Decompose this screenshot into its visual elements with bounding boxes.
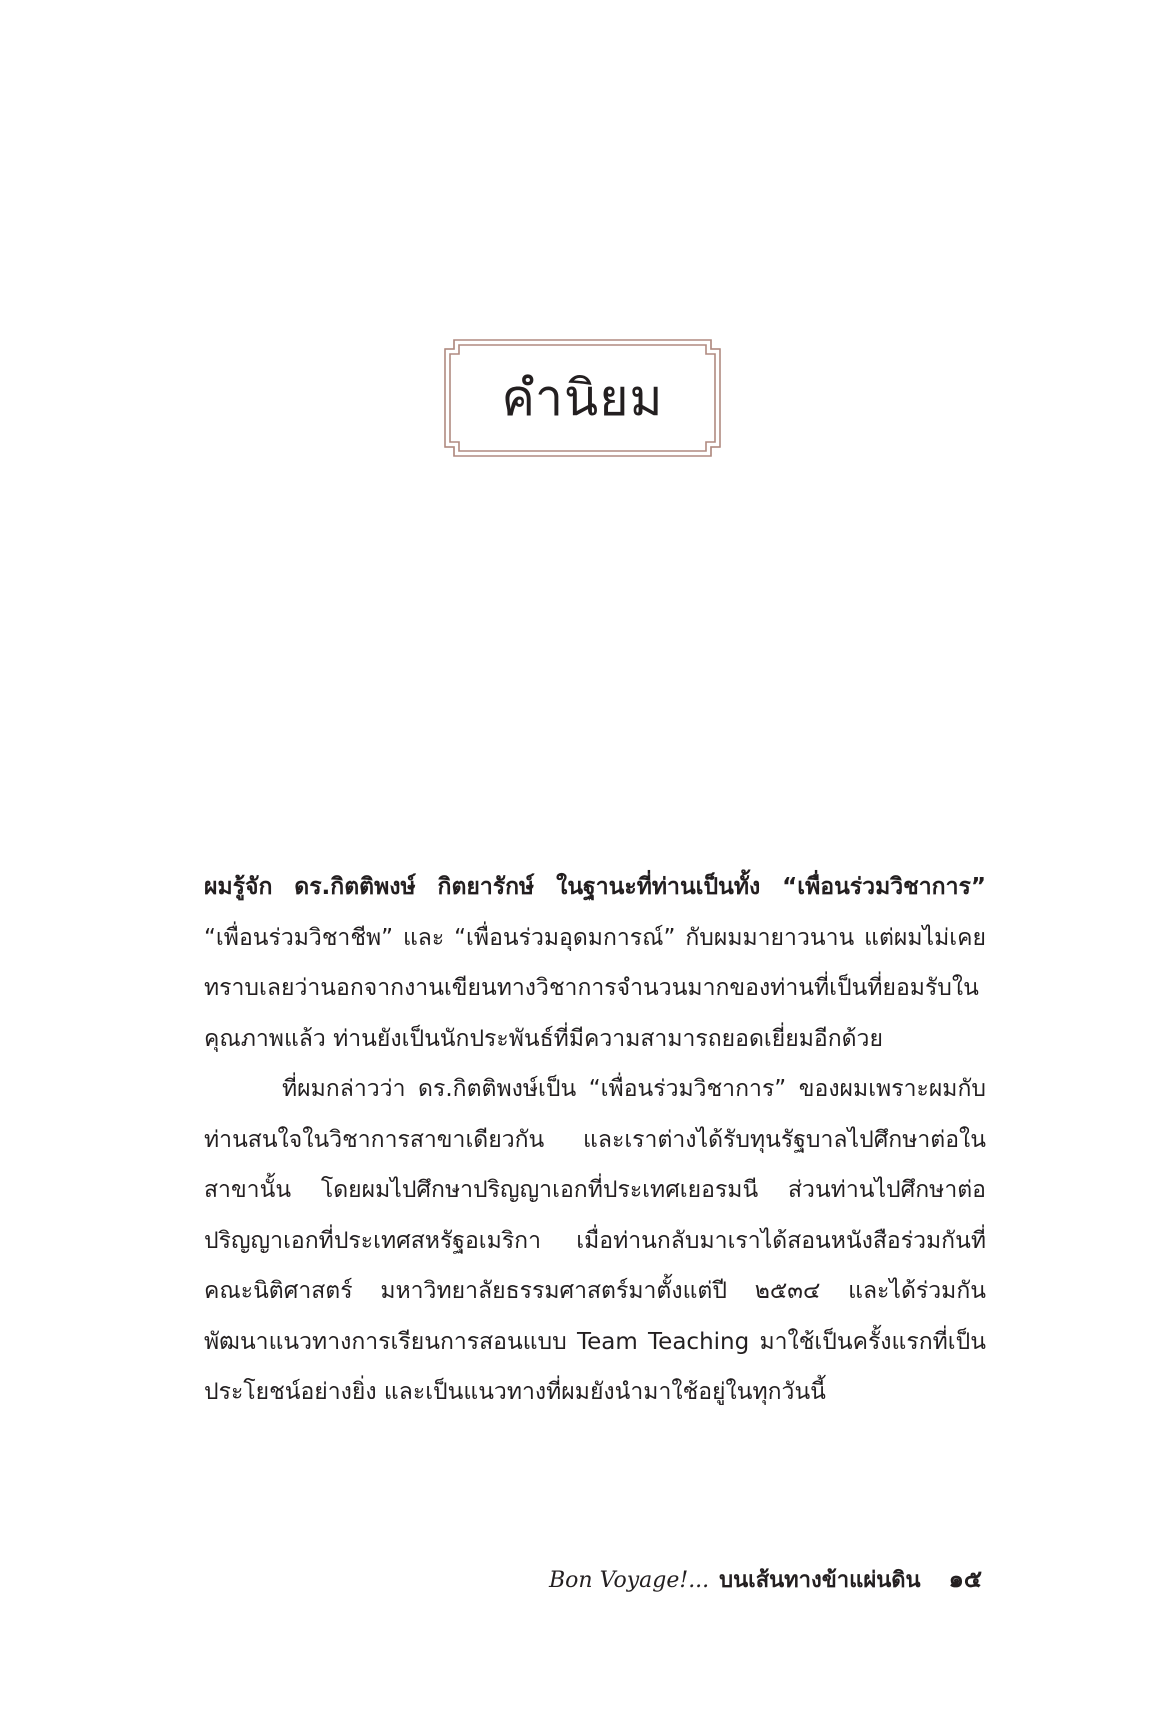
paragraph-1-text: “เพื่อนร่วมวิชาชีพ” และ “เพื่อนร่วมอุดมการณ์” กับผมมายาวนาน แต่ผมไม่เคยทราบเลยว่านอกจากงานเขียนทางวิชาการจำนวนมากของท่านที่เป็นที่ยอมรับในคุณภาพแล้ว ท่านยังเป็นนักประพันธ์ที่มีความสามารถยอดเยี่ยมอีกด้วย (204, 924, 986, 1052)
paragraph-1-lead: ผมรู้จัก ดร.กิตติพงษ์ กิตยารักษ์ ในฐานะที่ท่านเป็นทั้ง “เพื่อนร่วมวิชาการ” (204, 874, 986, 900)
body-text (204, 862, 986, 1418)
title-frame (444, 339, 721, 457)
footer-book-title-en: Bon Voyage!... (549, 1568, 710, 1593)
paragraph-2 (204, 1064, 986, 1418)
page-footer (549, 1559, 982, 1598)
page-number: ๑๕ (948, 1565, 982, 1593)
page-title: คำนิยม (501, 368, 664, 427)
footer-book-title-th: บนเส้นทางข้าแผ่นดิน (719, 1568, 921, 1593)
paragraph-2-text: ที่ผมกล่าวว่า ดร.กิตติพงษ์เป็น “เพื่อนร่วมวิชาการ” ของผมเพราะผมกับท่านสนใจในวิชาการสาขาเดียวกัน และเราต่างได้รับทุนรัฐบาลไปศึกษาต่อในสาขานั้น โดยผมไปศึกษาปริญญาเอกที่ประเทศเยอรมนี ส่วนท่านไปศึกษาต่อปริญญาเอกที่ประเทศสหรัฐอเมริกา เมื่อท่านกลับมาเราได้สอนหนังสือร่วมกันที่คณะนิติศาสตร์ มหาวิทยาลัยธรรมศาสตร์มาตั้งแต่ปี ๒๕๓๔ และได้ร่วมกันพัฒนาแนวทางการเรียนการสอนแบบ Team Teaching มาใช้เป็นครั้งแรกที่เป็นประโยชน์อย่างยิ่ง และเป็นแนวทางที่ผมยังนำมาใช้อยู่ในทุกวันนี้ (204, 1076, 986, 1405)
paragraph-1 (204, 862, 986, 1064)
